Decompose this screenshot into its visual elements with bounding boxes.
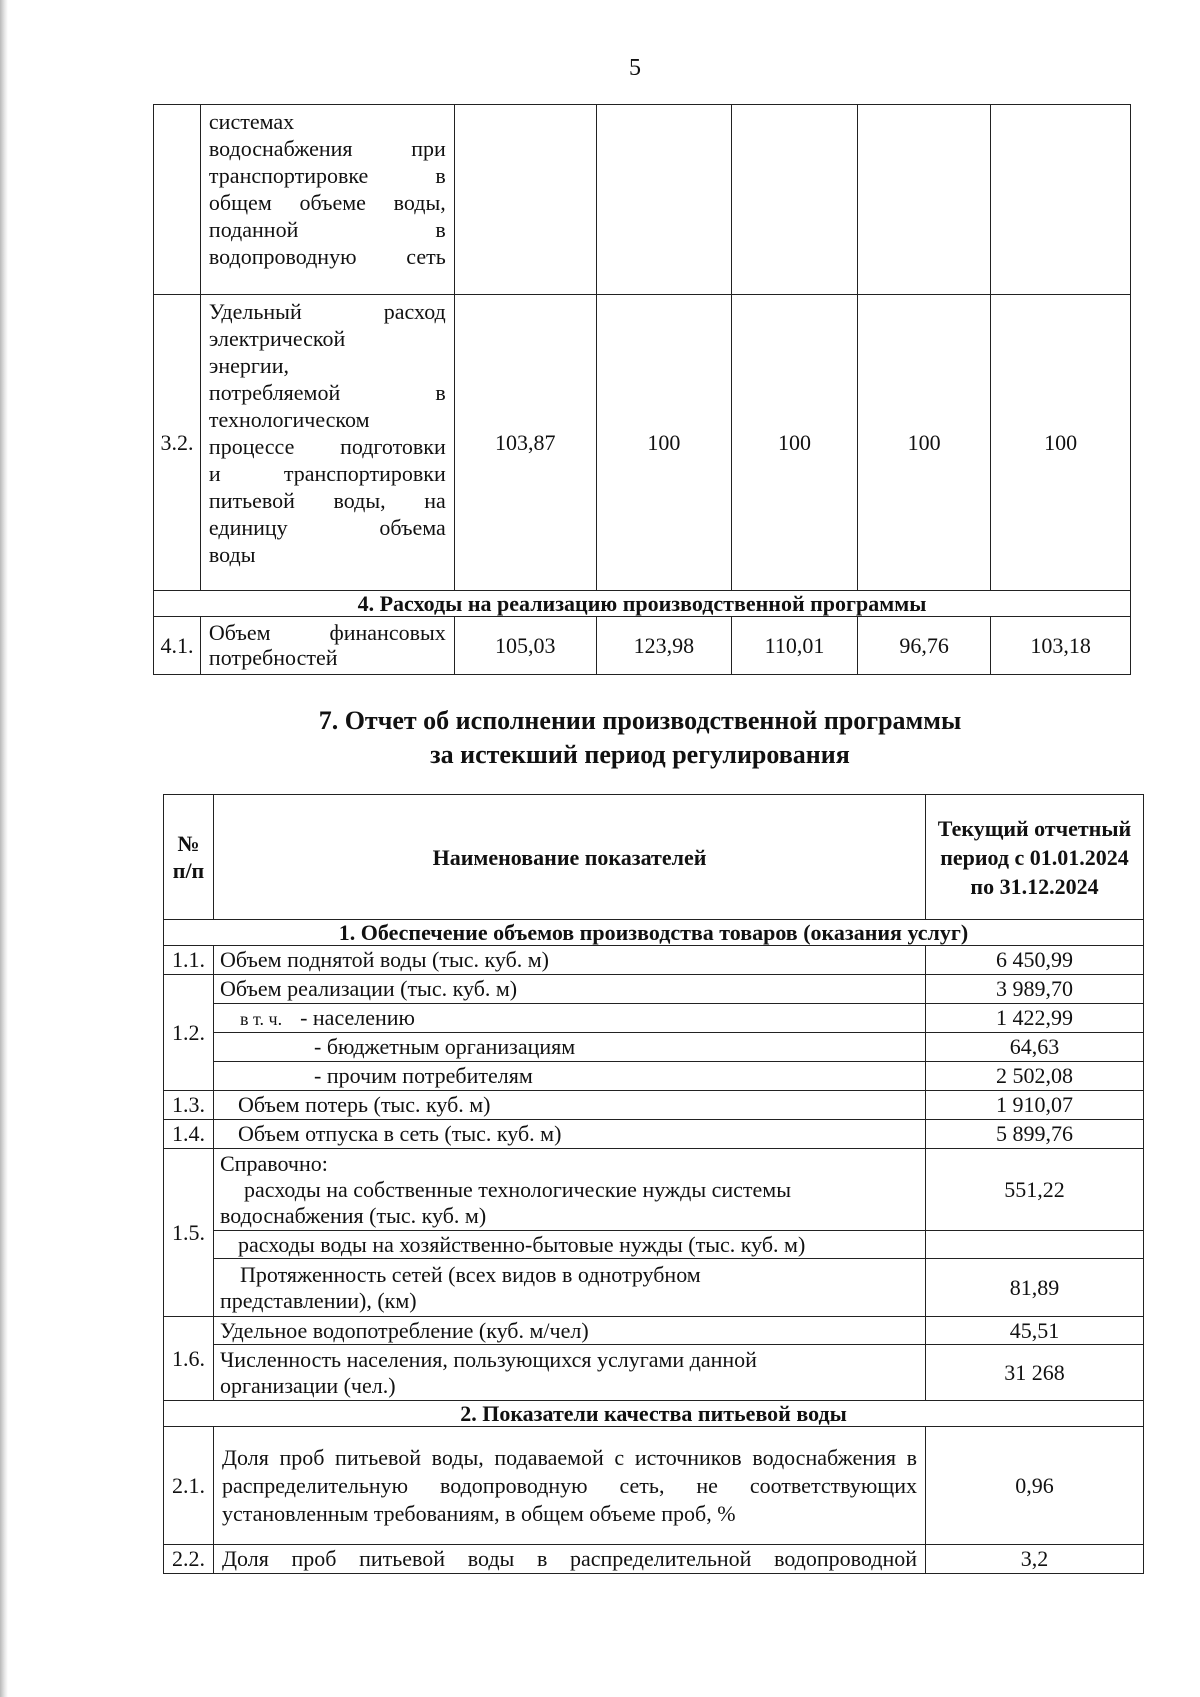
table-row [164,1033,1144,1062]
value-cell: 0,96 [926,1427,1144,1545]
row-number: 1.1. [164,946,214,975]
indicator-name: Справочно: расходы на собственные технологические нужды системы водоснабжения (тыс. куб. м) [214,1149,926,1231]
row-number [154,105,201,295]
row-number: 2.2. [164,1545,214,1574]
section-title: 4. Расходы на реализацию производственной программы [154,591,1131,617]
table-row [164,1545,1144,1574]
row-number: 4.1. [154,617,201,675]
value-cell: 45,51 [926,1317,1144,1345]
value-cell: 100 [596,295,731,591]
value-cell: 103,18 [991,617,1131,675]
table-row [164,1062,1144,1091]
table-row [164,1149,1144,1231]
value-cell [926,1231,1144,1259]
section-title: 2. Показатели качества питьевой воды [164,1401,1144,1427]
table-row [164,1427,1144,1545]
indicator-name: системах водоснабжения при транспортировке в общем объеме воды, поданной в водопроводную сеть [200,105,454,295]
table-row [154,295,1131,591]
value-cell: 96,76 [857,617,990,675]
table-row [164,1259,1144,1317]
indicator-name: Объем отпуска в сеть (тыс. куб. м) [214,1120,926,1149]
indicator-name: Доля проб питьевой воды, подаваемой с источников водоснабжения в распределительную водопроводную сеть, не соответствующих установленным требованиям, в общем объеме проб, % [214,1427,926,1545]
value-cell: 1 910,07 [926,1091,1144,1120]
table-row [164,1345,1144,1401]
row-number: 3.2. [154,295,201,591]
indicator-name: Объем поднятой воды (тыс. куб. м) [214,946,926,975]
section-title: 1. Обеспечение объемов производства товаров (оказания услуг) [164,920,1144,946]
table-row [164,1231,1144,1259]
value-cell: 100 [732,295,858,591]
column-header-name: Наименование показателей [214,795,926,920]
indicators-table-continued [153,104,1131,675]
table-row [164,946,1144,975]
indicator-name: Объем потерь (тыс. куб. м) [214,1091,926,1120]
value-cell: 123,98 [596,617,731,675]
row-number: 1.5. [164,1149,214,1317]
value-cell: 103,87 [454,295,596,591]
value-cell: 1 422,99 [926,1004,1144,1033]
indicator-name: - прочим потребителям [214,1062,926,1091]
indicator-name: Объем финансовых потребностей [200,617,454,675]
value-cell: 81,89 [926,1259,1144,1317]
table-row [164,1120,1144,1149]
value-cell: 31 268 [926,1345,1144,1401]
table-row [154,617,1131,675]
value-cell: 6 450,99 [926,946,1144,975]
table-row [154,105,1131,295]
indicator-name: Доля проб питьевой воды в распределительной водопроводной [214,1545,926,1574]
table-row [164,1317,1144,1345]
row-number: 1.4. [164,1120,214,1149]
page-number: 5 [629,55,641,81]
value-cell: 110,01 [732,617,858,675]
value-cell: 64,63 [926,1033,1144,1062]
indicator-name: Объем реализации (тыс. куб. м) [214,975,926,1004]
column-header-period: Текущий отчетный период с 01.01.2024 по 31.12.2024 [926,795,1144,920]
indicator-name: расходы воды на хозяйственно-бытовые нужды (тыс. куб. м) [214,1231,926,1259]
value-cell: 551,22 [926,1149,1144,1231]
value-cell: 5 899,76 [926,1120,1144,1149]
indicator-name: Удельное водопотребление (куб. м/чел) [214,1317,926,1345]
row-number: 2.1. [164,1427,214,1545]
value-cell: 100 [991,295,1131,591]
header-row [164,795,1144,920]
value-cell: 2 502,08 [926,1062,1144,1091]
section-row [164,1401,1144,1427]
row-number: 1.2. [164,975,214,1091]
indicator-name: Удельный расход электрической энергии, потребляемой в технологическом процессе подготовки и транспортировки питьевой воды, на единицу объема воды [200,295,454,591]
value-cell: 100 [857,295,990,591]
value-cell: 3 989,70 [926,975,1144,1004]
table-row [164,1091,1144,1120]
column-header-number: № п/п [164,795,214,920]
table-row [164,975,1144,1004]
indicator-name: Протяженность сетей (всех видов в однотрубном представлении), (км) [214,1259,926,1317]
indicator-name: - бюджетным организациям [214,1033,926,1062]
section-row [164,920,1144,946]
table-row [164,1004,1144,1033]
program-report-table [163,794,1144,1574]
indicator-name: Численность населения, пользующихся услугами данной организации (чел.) [214,1345,926,1401]
scan-edge [0,0,8,1697]
row-number: 1.3. [164,1091,214,1120]
section-row [154,591,1131,617]
value-cell: 105,03 [454,617,596,675]
section-heading: 7. Отчет об исполнении производственной программы за истекший период регулирования [318,706,962,769]
value-cell: 3,2 [926,1545,1144,1574]
row-number: 1.6. [164,1317,214,1401]
indicator-name: в т. ч. - населению [214,1004,926,1033]
